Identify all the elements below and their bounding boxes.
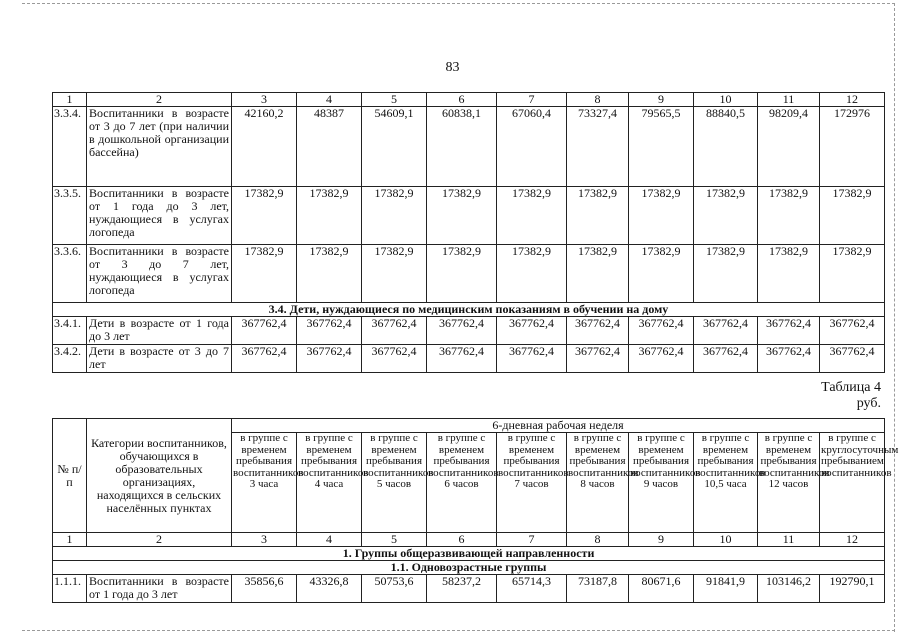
table-header-row (53, 419, 885, 433)
cell-value: 42160,2 (232, 107, 297, 187)
subsection-title: 1.1. Одновозрастные группы (53, 561, 885, 575)
cell-value: 367762,4 (629, 317, 694, 345)
row-code: 1.1.1. (53, 575, 87, 603)
column-number: 3 (232, 93, 297, 107)
table4-caption (821, 380, 881, 412)
cell-value: 367762,4 (427, 317, 497, 345)
cell-value: 79565,5 (629, 107, 694, 187)
subheader-cell: в группе с временем пребывания воспитанников 10,5 часа (694, 433, 758, 533)
page-number: 83 (445, 60, 460, 75)
column-number: 11 (758, 93, 820, 107)
cell-value: 367762,4 (758, 345, 820, 373)
cell-value: 17382,9 (567, 245, 629, 303)
cell-value: 172976 (820, 107, 885, 187)
cell-value: 367762,4 (497, 345, 567, 373)
column-number: 8 (567, 533, 629, 547)
section-title: 1. Группы общеразвивающей направленности (53, 547, 885, 561)
row-label: Воспитанники в возрасте от 1 года до 3 лет (87, 575, 232, 603)
cell-value: 17382,9 (629, 245, 694, 303)
cell-value: 50753,6 (362, 575, 427, 603)
cell-value: 367762,4 (629, 345, 694, 373)
category-column-header: Категории воспитанников, обучающихся в образовательных организациях, находящихся в сельских населённых пунктах (87, 419, 232, 533)
cell-value: 367762,4 (820, 317, 885, 345)
column-number: 10 (694, 93, 758, 107)
cell-value: 88840,5 (694, 107, 758, 187)
cell-value: 17382,9 (629, 187, 694, 245)
cell-value: 367762,4 (232, 345, 297, 373)
cell-value: 35856,6 (232, 575, 297, 603)
cell-value: 17382,9 (427, 187, 497, 245)
cell-value: 17382,9 (297, 187, 362, 245)
column-number: 4 (297, 93, 362, 107)
column-number: 11 (758, 533, 820, 547)
table-row (53, 107, 885, 187)
section-row (53, 303, 885, 317)
row-label: Воспитанники в возрасте от 1 года до 3 лет, нуждающиеся в услугах логопеда (87, 187, 232, 245)
cell-value: 17382,9 (820, 187, 885, 245)
table-row (53, 317, 885, 345)
table-unit: руб. (856, 396, 881, 411)
cell-value: 17382,9 (694, 187, 758, 245)
column-number: 3 (232, 533, 297, 547)
cell-value: 43326,8 (297, 575, 362, 603)
cell-value: 367762,4 (567, 317, 629, 345)
cell-value: 60838,1 (427, 107, 497, 187)
table-row (53, 575, 885, 603)
column-number: 5 (362, 533, 427, 547)
row-label: Воспитанники в возрасте от 3 до 7 лет (при наличии в дошкольной организации бассейна) (87, 107, 232, 187)
column-number: 10 (694, 533, 758, 547)
table-header-row (53, 93, 885, 107)
cell-value: 17382,9 (232, 187, 297, 245)
cell-value: 58237,2 (427, 575, 497, 603)
cell-value: 367762,4 (362, 345, 427, 373)
table-row (53, 345, 885, 373)
cell-value: 367762,4 (820, 345, 885, 373)
cell-value: 17382,9 (427, 245, 497, 303)
section-row (53, 547, 885, 561)
column-number: 12 (820, 533, 885, 547)
column-number: 2 (87, 93, 232, 107)
cell-value: 91841,9 (694, 575, 758, 603)
column-number: 8 (567, 93, 629, 107)
page-edge-bottom (22, 630, 895, 632)
subheader-cell: в группе с временем пребывания воспитанников 5 часов (362, 433, 427, 533)
cell-value: 103146,2 (758, 575, 820, 603)
cell-value: 367762,4 (758, 317, 820, 345)
cell-value: 367762,4 (297, 317, 362, 345)
column-number: 4 (297, 533, 362, 547)
tariff-table-4 (52, 418, 899, 603)
table-row (53, 187, 885, 245)
cell-value: 17382,9 (362, 187, 427, 245)
number-column-header: № п/п (53, 419, 87, 533)
cell-value: 367762,4 (694, 317, 758, 345)
column-number: 9 (629, 93, 694, 107)
column-number: 12 (820, 93, 885, 107)
cell-value: 17382,9 (758, 245, 820, 303)
subheader-cell: в группе с временем пребывания воспитанников 6 часов (427, 433, 497, 533)
cell-value: 367762,4 (567, 345, 629, 373)
subheader-cell: в группе с временем пребывания воспитанников 3 часа (232, 433, 297, 533)
cell-value: 367762,4 (297, 345, 362, 373)
cell-value: 17382,9 (297, 245, 362, 303)
section-title: 3.4. Дети, нуждающиеся по медицинским показаниям в обучении на дому (53, 303, 885, 317)
row-code: 3.4.2. (53, 345, 87, 373)
cell-value: 17382,9 (567, 187, 629, 245)
week-header: 6-дневная рабочая неделя (232, 419, 885, 433)
column-number: 9 (629, 533, 694, 547)
row-label: Воспитанники в возрасте от 3 до 7 лет, нуждающиеся в услугах логопеда (87, 245, 232, 303)
subheader-cell: в группе с временем пребывания воспитанников 9 часов (629, 433, 694, 533)
cell-value: 17382,9 (820, 245, 885, 303)
cell-value: 367762,4 (427, 345, 497, 373)
cell-value: 192790,1 (820, 575, 885, 603)
row-code: 3.3.6. (53, 245, 87, 303)
column-number: 5 (362, 93, 427, 107)
cell-value: 17382,9 (694, 245, 758, 303)
cell-value: 367762,4 (362, 317, 427, 345)
cell-value: 67060,4 (497, 107, 567, 187)
cell-value: 367762,4 (497, 317, 567, 345)
cell-value: 54609,1 (362, 107, 427, 187)
cell-value: 367762,4 (694, 345, 758, 373)
page-edge-top (22, 3, 895, 5)
cell-value: 17382,9 (362, 245, 427, 303)
cell-value: 17382,9 (497, 245, 567, 303)
row-label: Дети в возрасте от 3 до 7 лет (87, 345, 232, 373)
cell-value: 98209,4 (758, 107, 820, 187)
row-code: 3.4.1. (53, 317, 87, 345)
row-code: 3.3.4. (53, 107, 87, 187)
subheader-cell: в группе с временем пребывания воспитанников 12 часов (758, 433, 820, 533)
column-number: 1 (53, 533, 87, 547)
cell-value: 65714,3 (497, 575, 567, 603)
page-edge-right (893, 3, 895, 632)
cell-value: 73187,8 (567, 575, 629, 603)
column-number: 1 (53, 93, 87, 107)
column-number: 7 (497, 533, 567, 547)
column-number: 7 (497, 93, 567, 107)
cell-value: 17382,9 (232, 245, 297, 303)
row-code: 3.3.5. (53, 187, 87, 245)
section-row (53, 561, 885, 575)
table-row (53, 245, 885, 303)
subheader-cell: в группе с временем пребывания воспитанников 4 часа (297, 433, 362, 533)
cell-value: 367762,4 (232, 317, 297, 345)
row-label: Дети в возрасте от 1 года до 3 лет (87, 317, 232, 345)
column-number: 6 (427, 533, 497, 547)
column-number: 6 (427, 93, 497, 107)
column-number-row (53, 533, 885, 547)
table-caption: Таблица 4 (821, 380, 881, 395)
cell-value: 17382,9 (497, 187, 567, 245)
cell-value: 48387 (297, 107, 362, 187)
tariff-table-continued (52, 92, 885, 373)
subheader-cell: в группе с временем пребывания воспитанников 7 часов (497, 433, 567, 533)
cell-value: 73327,4 (567, 107, 629, 187)
cell-value: 17382,9 (758, 187, 820, 245)
subheader-cell: в группе с временем пребывания воспитанников 8 часов (567, 433, 629, 533)
column-number: 2 (87, 533, 232, 547)
subheader-cell: в группе с круглосуточным пребыванием воспитанников (820, 433, 885, 533)
cell-value: 80671,6 (629, 575, 694, 603)
